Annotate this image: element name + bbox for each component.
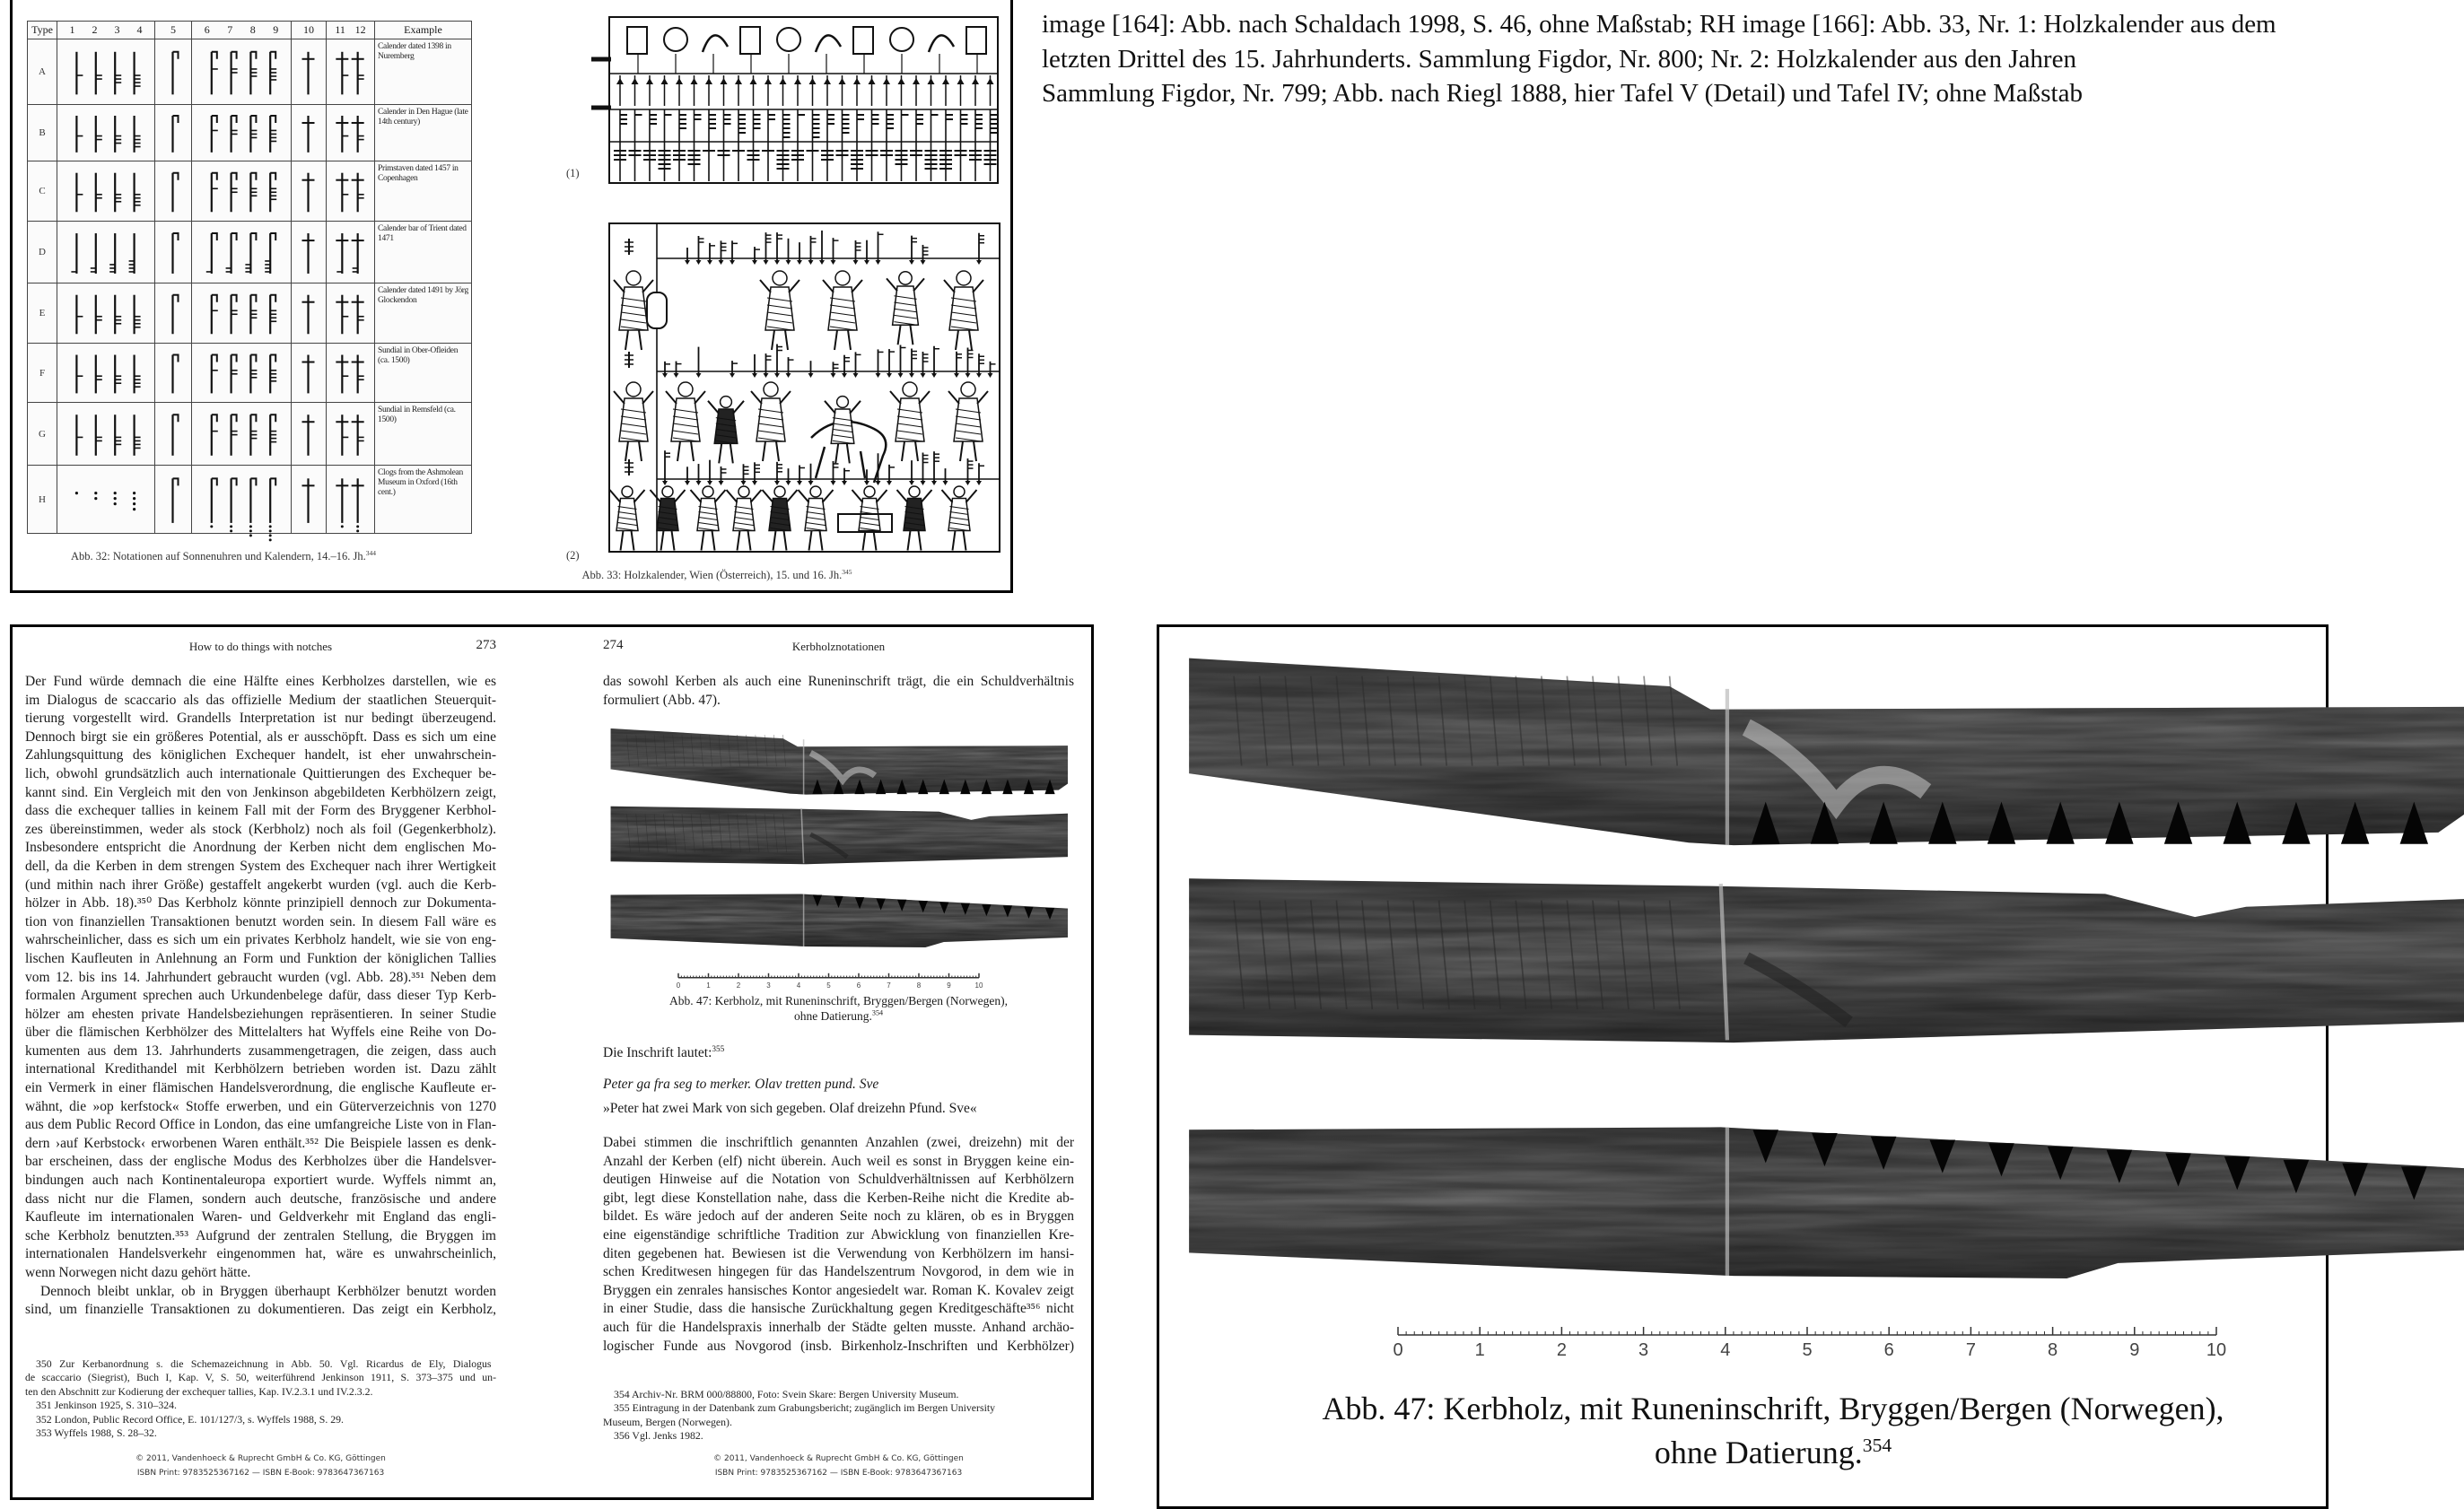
ruler-label: 5 (826, 981, 831, 990)
notation-cell (57, 39, 155, 105)
notation-glyphs (57, 162, 153, 221)
page-274 (603, 627, 1074, 1497)
notation-cell (327, 283, 375, 344)
notation-glyphs (192, 162, 290, 221)
text-line: Dennoch birgt sie ein größeres Potential, als er ausschöpft. Dass es sich um eine (25, 728, 496, 745)
footnote-ref: 354 (871, 1008, 884, 1017)
notation-cell (57, 466, 155, 534)
table-row (28, 222, 472, 283)
table-header-row (28, 22, 472, 39)
notation-glyphs (292, 162, 325, 221)
notation-cell (327, 403, 375, 466)
inscription-text: Peter ga fra seg to merker. Olav tretten pund. Sve (603, 1077, 879, 1092)
ruler-label: 7 (1965, 1340, 1976, 1360)
scale-ruler (1394, 1322, 2238, 1367)
header-number: 7 (227, 23, 233, 36)
header-group (327, 22, 375, 39)
notation-glyphs (327, 404, 373, 465)
text-line: 353 Wyffels 1988, S. 28–32. (36, 1426, 157, 1439)
example-text: Clogs from the Ashmolean Museum in Oxford (16th cent.) (375, 466, 472, 534)
notation-glyphs (57, 404, 153, 465)
header-number: 5 (170, 23, 176, 36)
inscription-translation: »Peter hat zwei Mark von sich gegeben. Olaf dreizehn Pfund. Sve« (603, 1101, 977, 1116)
caption-text: ohne Datierung. (793, 1009, 872, 1023)
text-line: ein Vermerk in einer flämischen Handelsverordnung, die englische Kaufleute er- (25, 1080, 496, 1096)
header-number: 3 (114, 23, 120, 36)
text-line: hölzer in Abb. 18).³⁵⁰ Das Kerbholz könnte prinzipiell dennoch zur Dokumenta- (25, 895, 496, 912)
text-line: bildet. Es wäre jedoch auf der anderen Seite noch zu klären, ob es in Bryggen (603, 1208, 1074, 1225)
header-number: 4 (136, 23, 143, 36)
notation-cell (155, 222, 192, 283)
isbn-notice: ISBN Print: 9783525367162 — ISBN E-Book: 9783647367163 (714, 1469, 963, 1478)
notation-glyphs (155, 40, 190, 104)
table-row (28, 344, 472, 403)
tally-stick-photo (608, 726, 1068, 947)
ruler-label: 4 (1720, 1340, 1731, 1360)
figure-label-2: (2) (566, 549, 580, 562)
text-line: wahrscheinlicher, dass es sich um ein privates Kerbholz handelt, wie sie von eng- (25, 932, 496, 948)
text-line: 350 Zur Kerbanordnung s. die Schemazeichnung in Abb. 50. Vgl. Ricardus de Ely, Dialogus (36, 1357, 492, 1370)
row-type: G (28, 403, 57, 466)
row-type: B (28, 105, 57, 161)
footnote-ref: 344 (365, 548, 377, 557)
page-number: 273 (476, 638, 496, 652)
row-type: H (28, 466, 57, 534)
ruler-label: 1 (706, 981, 711, 990)
notation-glyphs (192, 345, 290, 402)
caption-line: Sammlung Figdor, Nr. 799; Abb. nach Riegl 1888, hier Tafel V (Detail) und Tafel IV; ohne Maßstab (1042, 79, 2083, 108)
ruler-label: 8 (2048, 1340, 2058, 1360)
table-row (28, 105, 472, 161)
text-line: sche Kerbholz benutzten.³⁵³ Aufgrund der zentralen Stellung, die Bryggen im (25, 1227, 496, 1243)
notation-glyphs (155, 345, 190, 402)
row-type: A (28, 39, 57, 105)
text-line: dern ›auf Kerbstock‹ erworbenen Waren enthält.³⁵² Die Beispiele lassen es denk- (25, 1135, 496, 1151)
ruler-label: 9 (2129, 1340, 2140, 1360)
text-line: über die flämischen Kerbhölzer des Mittelalters hat Wyffels eine Reihe von Do- (25, 1025, 496, 1041)
caption-text: Abb. 32: Notationen auf Sonnenuhren und Kalendern, 14.–16. Jh. (71, 550, 366, 563)
caption-line: Abb. 47: Kerbholz, mit Runeninschrift, Bryggen/Bergen (Norwegen), (669, 994, 1008, 1007)
text-line: formalen Argument sprechen auch Urkundenbelege dafür, dass dieser Typ Kerb- (25, 988, 496, 1004)
text-line: wenn Norwegen nicht dazu gehört hätte. (25, 1265, 251, 1280)
notation-cell (292, 466, 327, 534)
footnotes (25, 1357, 496, 1440)
notation-glyphs (292, 106, 325, 161)
example-text: Sundial in Remsfeld (ca. 1500) (375, 403, 472, 466)
notation-glyphs (327, 40, 373, 104)
text-line: lischen Kaufleuten in Anlehnung an Form und Funktion der königlichen Tallies (25, 950, 496, 966)
notation-glyphs (292, 345, 325, 402)
notation-table (27, 21, 472, 534)
ruler-label: 3 (766, 981, 771, 990)
text-line: dass nicht nur die Flamen, sondern auch deutsche, französische und andere (25, 1191, 496, 1207)
row-type: E (28, 283, 57, 344)
caption-text: ohne Datierung. (1654, 1435, 1863, 1470)
caption-line: image [164]: Abb. nach Schaldach 1998, S. 46, ohne Maßstab; RH image [166]: Abb. 33, Nr. 1: Holzkalender aus dem (1042, 10, 2276, 39)
ruler-label: 9 (947, 981, 951, 990)
text-line: Kaufleute im internationalen Waren- und Geldverkehr mit England das engli- (25, 1209, 496, 1226)
notation-glyphs (155, 467, 190, 533)
book-spread-273-274 (10, 624, 1094, 1500)
notation-glyphs (327, 345, 373, 402)
notation-glyphs (292, 404, 325, 465)
text-line: 355 Eintragung in der Datenbank zum Grabungsbericht; zugänglich im Bergen University (614, 1401, 996, 1415)
notation-glyphs (327, 162, 373, 221)
figure-label-1: (1) (566, 167, 580, 179)
text-line: kumenten aus dem 13. Jahrhunderts zusammengetragen, die zeigen, dass auch (25, 1042, 496, 1059)
text-line: Anzahl der Kerben (elf) nicht überein. Auch weil es sonst in Bryggen keine ein- (603, 1153, 1074, 1169)
notation-glyphs (57, 222, 153, 283)
ruler-label: 6 (1883, 1340, 1894, 1360)
example-text: Calender in Den Hague (late 14th century) (375, 105, 472, 161)
figure-caption-abb33 (0, 569, 920, 582)
notation-cell (327, 222, 375, 283)
notation-glyphs (57, 284, 153, 343)
inscription-label (603, 1044, 724, 1063)
figure-caption-abb32 (71, 550, 376, 563)
text-line: logischer Funde aus Novgorod (insb. Birkenholz-Inschriften und Kerbhölzer) (603, 1338, 1074, 1354)
text-line: auch für die Handelspraxis innerhalb der Städte gelten musste. Anhand archäo- (603, 1319, 1074, 1335)
text-line: lich, obwohl grundsätzlich auch internationale Quittierungen des Exchequer be- (25, 765, 496, 781)
header-number: 10 (303, 23, 314, 36)
text-line: 352 London, Public Record Office, E. 101/127/3, s. Wyffels 1988, S. 29. (36, 1412, 345, 1426)
text-line: ten den Abschnitt zur Kodierung der exchequer tallies, Kap. IV.2.3.1 und IV.2.3.2. (25, 1384, 373, 1398)
figure-caption-abb47 (603, 993, 1074, 1024)
notation-cell (292, 344, 327, 403)
notation-cell (292, 39, 327, 105)
tally-stick (1189, 878, 2464, 1042)
text-line: Der Fund würde demnach die eine Hälfte eines Kerbholzes darstellen, wie es (25, 674, 496, 689)
running-head: How to do things with notches (188, 640, 333, 653)
text-line: (und mithin nach ihrer Größe) gestaffelt angekerbt wurden (vgl. auch die Kerb- (25, 877, 496, 893)
ruler-label: 7 (887, 981, 891, 990)
header-type: Type (28, 22, 57, 39)
enlarged-figure-abb47 (1157, 624, 2329, 1509)
copyright-notice: © 2011, Vandenhoeck & Ruprecht GmbH & Co. KG, Göttingen (135, 1454, 386, 1463)
notation-glyphs (292, 222, 325, 283)
text-line: in einer Studie, dass die hansische Zurückhaltung gegen Kreditgeschäfte³⁵⁶ nicht (603, 1301, 1074, 1317)
text-line: internationalen Handelsverkehr eingenommen hat, wäre es unwahrscheinlich, (25, 1246, 496, 1262)
scale-ruler (675, 972, 989, 993)
ruler-label: 2 (1556, 1340, 1567, 1360)
ruler-label: 3 (1638, 1340, 1649, 1360)
caption-line (603, 1008, 1074, 1024)
text-line: bar erscheinen, dass der englische Modus des Kerbholzes über die Handelsver- (25, 1154, 496, 1170)
figure-caption-line: Abb. 47: Kerbholz, mit Runeninschrift, Bryggen/Bergen (Norwegen), (1322, 1391, 2224, 1426)
example-text: Calender dated 1491 by Jörg Glockendon (375, 283, 472, 344)
header-number: 11 (335, 23, 345, 36)
row-type: C (28, 161, 57, 222)
text-line: Dabei stimmen die inschriftlich genannten Anzahlen (zwei, dreizehn) mit der (603, 1135, 1074, 1150)
notation-cell (327, 105, 375, 161)
text-line: aus dem Public Record Office in London, das eine umfangreiche Liste von in Flan- (25, 1117, 496, 1133)
text-line: tion von finanziellen Transaktionen benutzt worden sein. In diesem Fall wäre es (25, 913, 496, 929)
header-number: 1 (69, 23, 75, 36)
notation-cell (155, 105, 192, 161)
header-group (192, 22, 292, 39)
notation-cell (192, 466, 292, 534)
example-text: Sundial in Ober-Ofleiden (ca. 1500) (375, 344, 472, 403)
footnote-ref: 345 (842, 567, 852, 576)
notation-cell (155, 344, 192, 403)
ruler-label: 1 (1474, 1340, 1485, 1360)
notation-glyphs (327, 467, 373, 533)
header-group (155, 22, 192, 39)
notation-cell (292, 403, 327, 466)
notation-cell (192, 403, 292, 466)
text-line: das sowohl Kerben als auch eine Runeninschrift trägt, die ein Schuldverhältnis (603, 674, 1074, 689)
notation-glyphs (192, 284, 290, 343)
text-line: vom 12. bis ins 14. Jahrhundert gebraucht wurden (vgl. Abb. 28).³⁵¹ Neben dem (25, 969, 496, 985)
header-group (292, 22, 327, 39)
ruler-label: 2 (736, 981, 741, 990)
notation-glyphs (57, 106, 153, 161)
ruler-label: 8 (916, 981, 922, 990)
notation-cell (292, 105, 327, 161)
label-text: Die Inschrift lautet: (603, 1045, 712, 1060)
body-text (603, 1134, 1074, 1356)
text-line: 356 Vgl. Jenks 1982. (614, 1429, 703, 1443)
ruler-label: 0 (1393, 1340, 1403, 1360)
text-line: eine eigenständige schriftliche Tradition zur Abwicklung von finanziellen Kre- (603, 1226, 1074, 1243)
notation-glyphs (292, 284, 325, 343)
ruler-label: 10 (974, 981, 983, 990)
text-line: kannt sind. Ein Vergleich mit den von Jenkinson abgebildeten Kerbhölzern zeigt, (25, 784, 496, 800)
notation-glyphs (327, 222, 373, 283)
notation-glyphs (57, 40, 153, 104)
notation-cell (327, 466, 375, 534)
header-number: 8 (249, 23, 256, 36)
notation-cell (192, 161, 292, 222)
notation-cell (57, 222, 155, 283)
table-row (28, 161, 472, 222)
header-number: 12 (354, 23, 366, 36)
notation-glyphs (192, 222, 290, 283)
header-example: Example (375, 22, 472, 39)
text-line: Bryggen ein zenrales hansisches Kontor angesiedelt war. Roman K. Kovalev zeigt (603, 1282, 1074, 1298)
row-type: F (28, 344, 57, 403)
notation-cell (192, 283, 292, 344)
page-number: 274 (603, 638, 624, 652)
notation-cell (57, 283, 155, 344)
running-head: Kerbholznotationen (791, 640, 886, 653)
text-line: deutigen Hinweise auf die Notation von Schuldverhältnissen auf Kerbhölzern (603, 1172, 1074, 1188)
text-line: schen Kreditwesen hingegen für das Handelszentrum Novgorod, in dem wie in (603, 1264, 1074, 1280)
text-line: Insbesondere entspricht die Anordnung der Kerben nicht dem englischen Mo- (25, 840, 496, 856)
footnotes (603, 1388, 1074, 1444)
notation-cell (57, 161, 155, 222)
notation-glyphs (327, 284, 373, 343)
text-line: gibt, legt diese Konstellation nahe, dass die Kerben-Reihe nicht die Kredite ab- (603, 1190, 1074, 1206)
ruler-label: 5 (1802, 1340, 1813, 1360)
text-line: Dennoch bleibt unklar, ob in Bryggen überhaupt Kerbhölzer benutzt worden (40, 1283, 496, 1299)
ruler-label: 6 (856, 981, 861, 990)
notation-glyphs (192, 467, 290, 533)
notation-glyphs (155, 404, 190, 465)
notation-cell (192, 39, 292, 105)
table-row (28, 283, 472, 344)
text-line: dass die exchequer tallies in keinem Fall mit der Form des Bryggener Kerbhol- (25, 803, 496, 819)
caption-line: letzten Drittel des 15. Jahrhunderts. Sammlung Figdor, Nr. 800; Nr. 2: Holzkalender aus den Jahren (1042, 45, 2076, 74)
notation-cell (192, 222, 292, 283)
ruler-label: 4 (796, 981, 801, 990)
example-text: Calender bar of Trient dated 1471 (375, 222, 472, 283)
text-line: im Dialogus de scaccario als das offizielle Medium der staatlichen Steuerquit- (25, 692, 496, 708)
figure-caption-line (1158, 1434, 2389, 1471)
footnote-ref: 354 (1862, 1435, 1892, 1456)
text-line: zes übereinstimmen, weder als stock (Kerbholz) noch als foil (Gegenkerbholz). (25, 821, 496, 837)
notation-glyphs (192, 40, 290, 104)
wooden-calendar-drawing-1 (600, 16, 1000, 185)
text-line: tierung vorgestellt wird. Grandells Interpretation ist nur bedingt überzeugend. (25, 711, 496, 727)
notation-cell (155, 161, 192, 222)
notation-cell (155, 39, 192, 105)
notation-cell (192, 105, 292, 161)
notation-glyphs (292, 40, 325, 104)
ruler-label: 0 (676, 981, 681, 990)
notation-cell (57, 344, 155, 403)
notation-glyphs (192, 106, 290, 161)
tally-stick-photo-enlarged (1183, 650, 2464, 1278)
notation-cell (327, 161, 375, 222)
text-line: de scaccario (Siegrist), Buch I, Kap. V, S. 50, weiterführend Jenkinson 1911, S. 373–375 und un- (25, 1371, 496, 1384)
text-line: sind, um finanzielle Transaktionen zu dokumentieren. Das zeigt ein Kerbholz, (25, 1302, 496, 1318)
notation-cell (292, 283, 327, 344)
text-line: 354 Archiv-Nr. BRM 000/88800, Foto: Svein Skare: Bergen University Museum. (614, 1388, 959, 1400)
example-text: Primstaven dated 1457 in Copenhagen (375, 161, 472, 222)
header-number: 6 (204, 23, 210, 36)
notation-cell (192, 344, 292, 403)
isbn-notice: ISBN Print: 9783525367162 — ISBN E-Book: 9783647367163 (136, 1469, 385, 1478)
notation-glyphs (155, 222, 190, 283)
table-row (28, 466, 472, 534)
notation-glyphs (155, 162, 190, 221)
notation-glyphs (57, 345, 153, 402)
text-line: formuliert (Abb. 47). (603, 692, 721, 708)
header-number: 2 (92, 23, 98, 36)
row-type: D (28, 222, 57, 283)
text-line: bindungen auch nach Kontinentaleuropa exportiert wurde. Wyffels nimmt an, (25, 1173, 496, 1189)
header-group (57, 22, 155, 39)
notation-cell (155, 403, 192, 466)
text-line: international Kredithandel mit Kerbhölzern betrieben worden ist. Dazu zählt (25, 1061, 496, 1077)
example-text: Calender dated 1398 in Nuremberg (375, 39, 472, 105)
header-number: 9 (273, 23, 279, 36)
notation-cell (57, 105, 155, 161)
notation-cell (57, 403, 155, 466)
footnote-ref: 355 (712, 1044, 725, 1054)
copyright-notice: © 2011, Vandenhoeck & Ruprecht GmbH & Co. KG, Göttingen (713, 1454, 964, 1463)
notation-glyphs (292, 467, 325, 533)
text-line: 351 Jenkinson 1925, S. 310–324. (36, 1399, 177, 1412)
tally-stick (611, 807, 1068, 865)
notation-cell (292, 222, 327, 283)
body-text (25, 673, 496, 1320)
notation-cell (155, 466, 192, 534)
wooden-calendar-drawing-2 (600, 222, 1000, 554)
text-line: Museum, Bergen (Norwegen). (603, 1415, 732, 1428)
notation-cell (292, 161, 327, 222)
caption-text: Abb. 33: Holzkalender, Wien (Österreich), 15. und 16. Jh. (581, 569, 843, 581)
notation-glyphs (327, 106, 373, 161)
notation-cell (327, 39, 375, 105)
figure-scan-abb32-33 (10, 0, 1013, 593)
notation-cell (327, 344, 375, 403)
text-line: dell, da die Kerben in dem strengen System des Exchequer nach ihrer Wertigkeit (25, 858, 496, 874)
notation-cell (155, 283, 192, 344)
table-row (28, 39, 472, 105)
text-line: Zahlungsquittung des königlichen Exchequer handelt, ist eher unwahrschein- (25, 747, 496, 763)
intro-text (603, 673, 1074, 710)
page-273 (25, 627, 496, 1497)
notation-glyphs (57, 467, 153, 533)
text-line: wähnt, die »op kerfstock« Stoffe erwerben, und ein Güterverzeichnis von 1270 (25, 1098, 496, 1114)
notation-glyphs (155, 106, 190, 161)
text-line: hölzer am ehesten private Handelsbeziehungen repräsentieren. In seiner Studie (25, 1006, 496, 1022)
text-line: diten gegebenen hat. Bewiesen ist die Verwendung von Kerbhölzern im hansi- (603, 1245, 1074, 1261)
notation-glyphs (155, 284, 190, 343)
table-row (28, 403, 472, 466)
ruler-label: 10 (2206, 1340, 2227, 1360)
notation-glyphs (192, 404, 290, 465)
